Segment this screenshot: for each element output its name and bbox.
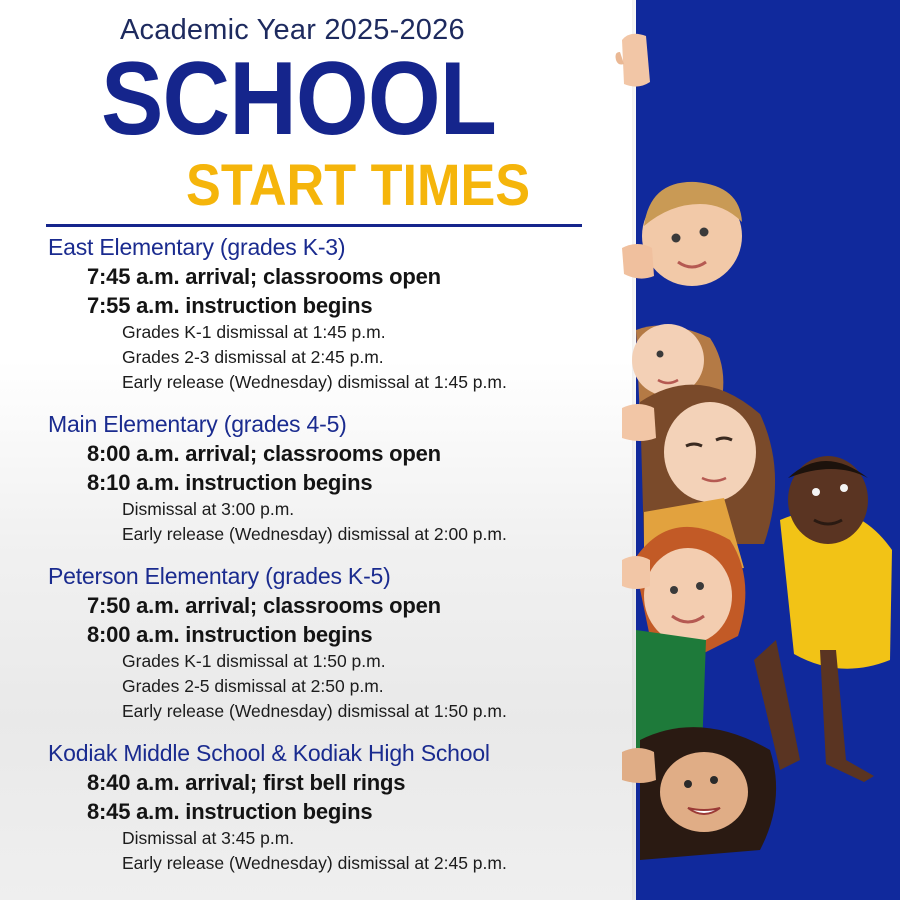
dismissal-line: Dismissal at 3:00 p.m. [122,499,295,519]
early-release-line: Early release (Wednesday) dismissal at 2:45 p.m. [122,853,507,873]
school-name: Main Elementary (grades 4-5) [48,411,347,437]
dismissal-line: Grades K-1 dismissal at 1:50 p.m. [122,651,386,671]
hand-top [616,34,651,87]
school-block-east-elementary [48,232,628,395]
arrival-time: 8:00 a.m. arrival; classrooms open [87,441,441,466]
dismissal-line: Grades 2-5 dismissal at 2:50 p.m. [122,676,384,696]
children-photo [600,0,900,900]
early-release-line: Early release (Wednesday) dismissal at 2:00 p.m. [122,524,507,544]
title-divider [46,224,582,227]
instruction-time: 7:55 a.m. instruction begins [87,293,373,318]
school-name: Kodiak Middle School & Kodiak High School [48,740,490,766]
kid-1 [622,182,742,286]
schedule [48,232,628,876]
school-block-kodiak-middle-high [48,738,628,876]
school-block-main-elementary [48,409,628,547]
academic-year-subtitle: Academic Year 2025-2026 [120,14,465,46]
early-release-line: Early release (Wednesday) dismissal at 1:50 p.m. [122,701,507,721]
school-block-peterson-elementary [48,561,628,724]
kid-5 [622,527,745,750]
dismissal-line: Grades K-1 dismissal at 1:45 p.m. [122,322,386,342]
school-name: Peterson Elementary (grades K-5) [48,563,391,589]
early-release-line: Early release (Wednesday) dismissal at 1:45 p.m. [122,372,507,392]
instruction-time: 8:00 a.m. instruction begins [87,622,373,647]
arrival-time: 7:50 a.m. arrival; classrooms open [87,593,441,618]
kid-4 [754,456,892,782]
arrival-time: 7:45 a.m. arrival; classrooms open [87,264,441,289]
instruction-time: 8:10 a.m. instruction begins [87,470,373,495]
kid-6 [622,727,776,860]
title-start-times: START TIMES [186,153,531,218]
instruction-time: 8:45 a.m. instruction begins [87,799,373,824]
dismissal-line: Grades 2-3 dismissal at 2:45 p.m. [122,347,384,367]
dismissal-line: Dismissal at 3:45 p.m. [122,828,295,848]
arrival-time: 8:40 a.m. arrival; first bell rings [87,770,406,795]
title-school: SCHOOL [101,41,497,157]
school-name: East Elementary (grades K-3) [48,234,346,260]
